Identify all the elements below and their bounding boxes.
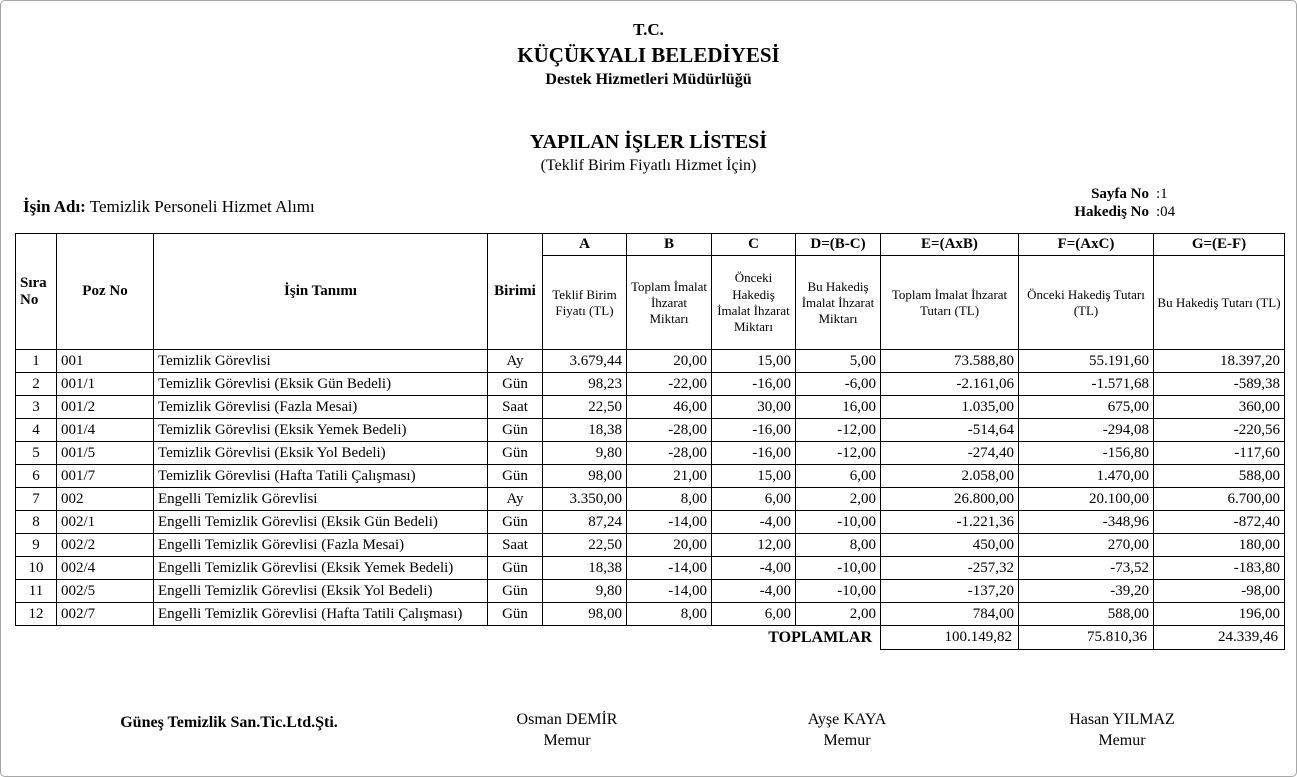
cell-poz-no: 001/1 xyxy=(57,373,154,396)
header-municipality: KÜÇÜKYALI BELEDİYESİ xyxy=(517,42,780,67)
cell-d-bu-hakedis-miktari: -10,00 xyxy=(796,511,881,534)
col-header-birimi: Birimi xyxy=(488,234,543,350)
cell-a-teklif-birim-fiyati: 22,50 xyxy=(543,396,627,419)
table-row xyxy=(16,580,1285,603)
cell-d-bu-hakedis-miktari: 6,00 xyxy=(796,465,881,488)
cell-isin-tanimi: Temizlik Görevlisi (Eksik Yol Bedeli) xyxy=(154,442,488,465)
cell-sira-no: 9 xyxy=(16,534,57,557)
cell-g-bu-hakedis-tutari: 196,00 xyxy=(1154,603,1285,626)
cell-sira-no: 11 xyxy=(16,580,57,603)
cell-a-teklif-birim-fiyati: 87,24 xyxy=(543,511,627,534)
table-row xyxy=(16,442,1285,465)
job-name-value: Temizlik Personeli Hizmet Alımı xyxy=(85,197,315,217)
cell-e-toplam-imalat-tutari: -257,32 xyxy=(881,557,1019,580)
cell-g-bu-hakedis-tutari: -589,38 xyxy=(1154,373,1285,396)
signature-title: Memur xyxy=(1098,731,1146,749)
cell-g-bu-hakedis-tutari: -220,56 xyxy=(1154,419,1285,442)
col-header-sira-no: Sıra No xyxy=(16,234,57,350)
info-row xyxy=(1,181,1296,227)
cell-a-teklif-birim-fiyati: 9,80 xyxy=(543,442,627,465)
cell-e-toplam-imalat-tutari: 784,00 xyxy=(881,603,1019,626)
progress-no-label: Hakediş No xyxy=(1074,204,1149,221)
table-row xyxy=(16,534,1285,557)
cell-poz-no: 002/4 xyxy=(57,557,154,580)
cell-d-bu-hakedis-miktari: -10,00 xyxy=(796,580,881,603)
cell-birimi: Gün xyxy=(488,557,543,580)
cell-isin-tanimi: Temizlik Görevlisi (Eksik Yemek Bedeli) xyxy=(154,419,488,442)
cell-sira-no: 4 xyxy=(16,419,57,442)
cell-g-bu-hakedis-tutari: -183,80 xyxy=(1154,557,1285,580)
cell-f-onceki-hakedis-tutari: 20.100,00 xyxy=(1019,488,1154,511)
cell-c-onceki-hakedis-miktari: -4,00 xyxy=(712,511,796,534)
table-row xyxy=(16,557,1285,580)
cell-birimi: Saat xyxy=(488,396,543,419)
cell-poz-no: 001/4 xyxy=(57,419,154,442)
cell-b-toplam-imalat-miktari: 8,00 xyxy=(627,488,712,511)
cell-birimi: Gün xyxy=(488,419,543,442)
cell-sira-no: 2 xyxy=(16,373,57,396)
cell-isin-tanimi: Engelli Temizlik Görevlisi (Eksik Yemek Bedeli) xyxy=(154,557,488,580)
signature-officer-3 xyxy=(1069,710,1175,752)
page-info xyxy=(1074,185,1192,221)
document-header xyxy=(1,1,1296,175)
cell-e-toplam-imalat-tutari: 450,00 xyxy=(881,534,1019,557)
cell-e-toplam-imalat-tutari: 73.588,80 xyxy=(881,350,1019,373)
cell-b-toplam-imalat-miktari: 46,00 xyxy=(627,396,712,419)
signature-name: Güneş Temizlik San.Tic.Ltd.Şti. xyxy=(120,714,338,731)
cell-b-toplam-imalat-miktari: -14,00 xyxy=(627,580,712,603)
col-subheader-c: Önceki Hakediş İmalat İhzarat Miktarı xyxy=(712,256,796,350)
signature-officer-2 xyxy=(808,710,886,752)
totals-e-toplam-imalat-tutari: 100.149,82 xyxy=(881,626,1019,650)
col-subheader-d: Bu Hakediş İmalat İhzarat Miktarı xyxy=(796,256,881,350)
col-subheader-a: Teklif Birim Fiyatı (TL) xyxy=(543,256,627,350)
totals-f-onceki-hakedis-tutari: 75.810,36 xyxy=(1019,626,1154,650)
cell-g-bu-hakedis-tutari: -117,60 xyxy=(1154,442,1285,465)
cell-poz-no: 001/2 xyxy=(57,396,154,419)
cell-f-onceki-hakedis-tutari: -39,20 xyxy=(1019,580,1154,603)
cell-b-toplam-imalat-miktari: -28,00 xyxy=(627,442,712,465)
cell-birimi: Gün xyxy=(488,373,543,396)
cell-poz-no: 002/5 xyxy=(57,580,154,603)
col-subheader-b: Toplam İmalat İhzarat Miktarı xyxy=(627,256,712,350)
cell-sira-no: 5 xyxy=(16,442,57,465)
cell-isin-tanimi: Engelli Temizlik Görevlisi xyxy=(154,488,488,511)
cell-c-onceki-hakedis-miktari: 15,00 xyxy=(712,465,796,488)
col-subheader-g: Bu Hakediş Tutarı (TL) xyxy=(1154,256,1285,350)
cell-c-onceki-hakedis-miktari: -16,00 xyxy=(712,373,796,396)
cell-e-toplam-imalat-tutari: 26.800,00 xyxy=(881,488,1019,511)
cell-birimi: Saat xyxy=(488,534,543,557)
table-row xyxy=(16,603,1285,626)
totals-g-bu-hakedis-tutari: 24.339,46 xyxy=(1154,626,1285,650)
cell-isin-tanimi: Engelli Temizlik Görevlisi (Eksik Yol Bedeli) xyxy=(154,580,488,603)
cell-birimi: Gün xyxy=(488,442,543,465)
cell-e-toplam-imalat-tutari: -1.221,36 xyxy=(881,511,1019,534)
cell-b-toplam-imalat-miktari: -14,00 xyxy=(627,511,712,534)
col-letter-f: F=(AxC) xyxy=(1019,234,1154,256)
cell-a-teklif-birim-fiyati: 22,50 xyxy=(543,534,627,557)
cell-a-teklif-birim-fiyati: 18,38 xyxy=(543,419,627,442)
document-subtitle: (Teklif Birim Fiyatlı Hizmet İçin) xyxy=(540,157,757,175)
col-letter-c: C xyxy=(712,234,796,256)
cell-f-onceki-hakedis-tutari: -1.571,68 xyxy=(1019,373,1154,396)
cell-f-onceki-hakedis-tutari: -294,08 xyxy=(1019,419,1154,442)
cell-d-bu-hakedis-miktari: 2,00 xyxy=(796,603,881,626)
signature-name: Hasan YILMAZ xyxy=(1069,711,1175,728)
col-letter-b: B xyxy=(627,234,712,256)
cell-f-onceki-hakedis-tutari: 1.470,00 xyxy=(1019,465,1154,488)
cell-c-onceki-hakedis-miktari: -16,00 xyxy=(712,419,796,442)
table-header-letters-row xyxy=(16,234,1285,256)
col-letter-e: E=(AxB) xyxy=(881,234,1019,256)
col-letter-a: A xyxy=(543,234,627,256)
cell-d-bu-hakedis-miktari: -12,00 xyxy=(796,419,881,442)
header-department: Destek Hizmetleri Müdürlüğü xyxy=(545,70,752,88)
cell-e-toplam-imalat-tutari: -2.161,06 xyxy=(881,373,1019,396)
cell-g-bu-hakedis-tutari: 360,00 xyxy=(1154,396,1285,419)
cell-d-bu-hakedis-miktari: 8,00 xyxy=(796,534,881,557)
table-row xyxy=(16,465,1285,488)
cell-f-onceki-hakedis-tutari: -156,80 xyxy=(1019,442,1154,465)
signature-name: Osman DEMİR xyxy=(516,711,618,728)
cell-f-onceki-hakedis-tutari: -348,96 xyxy=(1019,511,1154,534)
cell-sira-no: 3 xyxy=(16,396,57,419)
cell-birimi: Gün xyxy=(488,511,543,534)
cell-isin-tanimi: Temizlik Görevlisi (Fazla Mesai) xyxy=(154,396,488,419)
cell-c-onceki-hakedis-miktari: 30,00 xyxy=(712,396,796,419)
cell-f-onceki-hakedis-tutari: 270,00 xyxy=(1019,534,1154,557)
cell-sira-no: 1 xyxy=(16,350,57,373)
cell-b-toplam-imalat-miktari: 20,00 xyxy=(627,350,712,373)
table-row xyxy=(16,488,1285,511)
totals-row xyxy=(16,626,1285,650)
cell-f-onceki-hakedis-tutari: 675,00 xyxy=(1019,396,1154,419)
cell-g-bu-hakedis-tutari: 6.700,00 xyxy=(1154,488,1285,511)
col-letter-d: D=(B-C) xyxy=(796,234,881,256)
page-no-label: Sayfa No xyxy=(1091,186,1149,203)
cell-sira-no: 12 xyxy=(16,603,57,626)
table-row xyxy=(16,419,1285,442)
cell-d-bu-hakedis-miktari: 2,00 xyxy=(796,488,881,511)
cell-poz-no: 002/1 xyxy=(57,511,154,534)
cell-a-teklif-birim-fiyati: 3.350,00 xyxy=(543,488,627,511)
cell-b-toplam-imalat-miktari: -28,00 xyxy=(627,419,712,442)
cell-g-bu-hakedis-tutari: -98,00 xyxy=(1154,580,1285,603)
cell-birimi: Gün xyxy=(488,603,543,626)
cell-birimi: Gün xyxy=(488,580,543,603)
cell-poz-no: 001 xyxy=(57,350,154,373)
cell-isin-tanimi: Engelli Temizlik Görevlisi (Hafta Tatili Çalışması) xyxy=(154,603,488,626)
table-row xyxy=(16,373,1285,396)
cell-a-teklif-birim-fiyati: 98,00 xyxy=(543,603,627,626)
col-header-isin-tanimi: İşin Tanımı xyxy=(154,234,488,350)
col-subheader-f: Önceki Hakediş Tutarı (TL) xyxy=(1019,256,1154,350)
job-name xyxy=(23,197,315,217)
cell-c-onceki-hakedis-miktari: 12,00 xyxy=(712,534,796,557)
cell-isin-tanimi: Temizlik Görevlisi xyxy=(154,350,488,373)
cell-sira-no: 7 xyxy=(16,488,57,511)
cell-isin-tanimi: Engelli Temizlik Görevlisi (Eksik Gün Bedeli) xyxy=(154,511,488,534)
cell-a-teklif-birim-fiyati: 9,80 xyxy=(543,580,627,603)
cell-poz-no: 001/7 xyxy=(57,465,154,488)
table-row xyxy=(16,396,1285,419)
cell-a-teklif-birim-fiyati: 3.679,44 xyxy=(543,350,627,373)
cell-a-teklif-birim-fiyati: 98,23 xyxy=(543,373,627,396)
cell-c-onceki-hakedis-miktari: 6,00 xyxy=(712,603,796,626)
table-row xyxy=(16,511,1285,534)
cell-c-onceki-hakedis-miktari: 6,00 xyxy=(712,488,796,511)
table-row xyxy=(16,350,1285,373)
totals-label: TOPLAMLAR xyxy=(768,629,872,647)
cell-e-toplam-imalat-tutari: -274,40 xyxy=(881,442,1019,465)
cell-birimi: Ay xyxy=(488,488,543,511)
cell-birimi: Gün xyxy=(488,465,543,488)
cell-g-bu-hakedis-tutari: -872,40 xyxy=(1154,511,1285,534)
cell-sira-no: 10 xyxy=(16,557,57,580)
cell-birimi: Ay xyxy=(488,350,543,373)
cell-sira-no: 8 xyxy=(16,511,57,534)
works-table xyxy=(15,233,1285,650)
job-name-label: İşin Adı: xyxy=(23,197,86,217)
cell-f-onceki-hakedis-tutari: 55.191,60 xyxy=(1019,350,1154,373)
cell-b-toplam-imalat-miktari: 21,00 xyxy=(627,465,712,488)
col-letter-g: G=(E-F) xyxy=(1154,234,1285,256)
col-header-poz-no: Poz No xyxy=(57,234,154,350)
cell-isin-tanimi: Temizlik Görevlisi (Eksik Gün Bedeli) xyxy=(154,373,488,396)
cell-c-onceki-hakedis-miktari: -16,00 xyxy=(712,442,796,465)
col-subheader-e: Toplam İmalat İhzarat Tutarı (TL) xyxy=(881,256,1019,350)
cell-poz-no: 002 xyxy=(57,488,154,511)
progress-no-value: :04 xyxy=(1156,204,1176,221)
cell-c-onceki-hakedis-miktari: -4,00 xyxy=(712,557,796,580)
cell-c-onceki-hakedis-miktari: 15,00 xyxy=(712,350,796,373)
cell-g-bu-hakedis-tutari: 588,00 xyxy=(1154,465,1285,488)
document-title: YAPILAN İŞLER LİSTESİ xyxy=(529,131,768,154)
cell-c-onceki-hakedis-miktari: -4,00 xyxy=(712,580,796,603)
cell-poz-no: 001/5 xyxy=(57,442,154,465)
cell-b-toplam-imalat-miktari: 8,00 xyxy=(627,603,712,626)
cell-poz-no: 002/2 xyxy=(57,534,154,557)
cell-isin-tanimi: Temizlik Görevlisi (Hafta Tatili Çalışması) xyxy=(154,465,488,488)
cell-d-bu-hakedis-miktari: -6,00 xyxy=(796,373,881,396)
cell-b-toplam-imalat-miktari: 20,00 xyxy=(627,534,712,557)
cell-d-bu-hakedis-miktari: 5,00 xyxy=(796,350,881,373)
cell-b-toplam-imalat-miktari: -14,00 xyxy=(627,557,712,580)
signature-title: Memur xyxy=(823,731,871,749)
signature-officer-1 xyxy=(517,710,618,752)
cell-b-toplam-imalat-miktari: -22,00 xyxy=(627,373,712,396)
cell-g-bu-hakedis-tutari: 180,00 xyxy=(1154,534,1285,557)
header-tc: T.C. xyxy=(633,20,664,39)
cell-sira-no: 6 xyxy=(16,465,57,488)
cell-e-toplam-imalat-tutari: -514,64 xyxy=(881,419,1019,442)
signature-name: Ayşe KAYA xyxy=(807,711,887,728)
signature-title: Memur xyxy=(543,731,591,749)
page-no-value: :1 xyxy=(1156,186,1168,203)
table-body xyxy=(16,350,1285,626)
cell-a-teklif-birim-fiyati: 18,38 xyxy=(543,557,627,580)
cell-d-bu-hakedis-miktari: -12,00 xyxy=(796,442,881,465)
signature-contractor xyxy=(120,713,338,734)
cell-d-bu-hakedis-miktari: -10,00 xyxy=(796,557,881,580)
cell-poz-no: 002/7 xyxy=(57,603,154,626)
cell-isin-tanimi: Engelli Temizlik Görevlisi (Fazla Mesai) xyxy=(154,534,488,557)
cell-e-toplam-imalat-tutari: 1.035,00 xyxy=(881,396,1019,419)
cell-g-bu-hakedis-tutari: 18.397,20 xyxy=(1154,350,1285,373)
cell-f-onceki-hakedis-tutari: 588,00 xyxy=(1019,603,1154,626)
cell-d-bu-hakedis-miktari: 16,00 xyxy=(796,396,881,419)
cell-f-onceki-hakedis-tutari: -73,52 xyxy=(1019,557,1154,580)
cell-e-toplam-imalat-tutari: -137,20 xyxy=(881,580,1019,603)
cell-a-teklif-birim-fiyati: 98,00 xyxy=(543,465,627,488)
cell-e-toplam-imalat-tutari: 2.058,00 xyxy=(881,465,1019,488)
